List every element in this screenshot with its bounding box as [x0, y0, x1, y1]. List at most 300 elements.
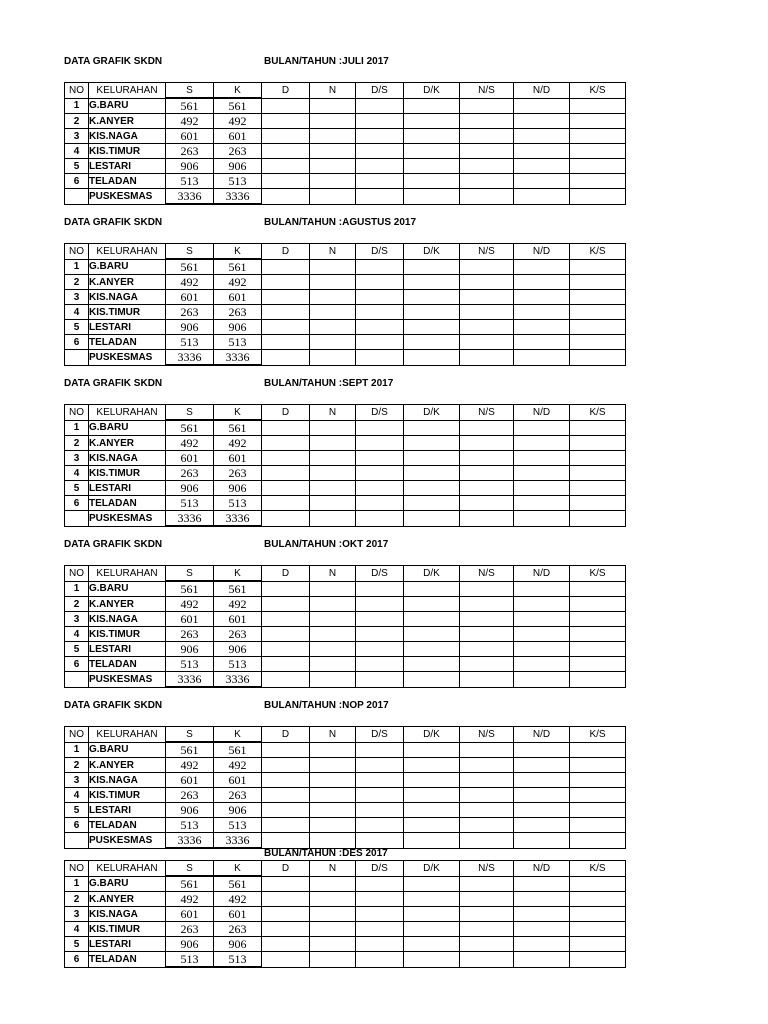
table-cell [356, 436, 404, 451]
table-cell: 906 [214, 481, 262, 496]
header-row [65, 244, 626, 260]
table-cell: 1 [65, 876, 89, 892]
table-cell [356, 773, 404, 788]
table-cell [356, 907, 404, 922]
table-cell: 3336 [166, 833, 214, 849]
table-cell [570, 597, 626, 612]
table-cell [310, 496, 356, 511]
table-cell [570, 922, 626, 937]
table-cell [514, 892, 570, 907]
table-cell: 3336 [166, 350, 214, 366]
column-header: S [166, 861, 214, 877]
table-cell [460, 773, 514, 788]
table-cell [514, 922, 570, 937]
table-cell [514, 657, 570, 672]
table-cell [514, 672, 570, 688]
table-cell [514, 773, 570, 788]
table-cell [514, 597, 570, 612]
table-cell [514, 907, 570, 922]
table-cell: 263 [166, 627, 214, 642]
column-header: K/S [570, 861, 626, 877]
table-cell: LESTARI [89, 481, 166, 496]
table-cell: 263 [214, 922, 262, 937]
table-cell [356, 937, 404, 952]
column-header: N/D [514, 861, 570, 877]
table-cell: 3336 [214, 350, 262, 366]
table-cell [570, 159, 626, 174]
table-cell: KIS.NAGA [89, 290, 166, 305]
table-row [65, 305, 626, 320]
table-cell [262, 174, 310, 189]
table-cell: 263 [214, 305, 262, 320]
table-row [65, 907, 626, 922]
table-cell [262, 876, 310, 892]
table-cell: 4 [65, 466, 89, 481]
column-header: N [310, 83, 356, 99]
column-header: S [166, 566, 214, 582]
table-cell: 492 [214, 275, 262, 290]
column-header: D [262, 566, 310, 582]
table-cell [262, 114, 310, 129]
table-cell: 3 [65, 612, 89, 627]
table-cell: 513 [166, 818, 214, 833]
table-cell [460, 159, 514, 174]
table-cell: 263 [214, 788, 262, 803]
column-header: D/S [356, 727, 404, 743]
table-cell [514, 952, 570, 968]
table-cell [404, 788, 460, 803]
table-cell [310, 290, 356, 305]
column-header: N [310, 727, 356, 743]
column-header: D/K [404, 83, 460, 99]
table-cell [570, 742, 626, 758]
table-cell [514, 833, 570, 849]
table-cell: KIS.TIMUR [89, 466, 166, 481]
table-cell: 513 [166, 335, 214, 350]
column-header: D/S [356, 405, 404, 421]
column-header: KELURAHAN [89, 727, 166, 743]
table-cell: 5 [65, 481, 89, 496]
table-cell [460, 144, 514, 159]
section-title: DATA GRAFIK SKDN [64, 539, 163, 550]
column-header: D/K [404, 727, 460, 743]
table-cell [262, 581, 310, 597]
total-row [65, 189, 626, 205]
table-cell [514, 174, 570, 189]
table-cell [356, 275, 404, 290]
table-cell [404, 350, 460, 366]
table-cell [460, 174, 514, 189]
table-cell: 513 [166, 174, 214, 189]
column-header: D/K [404, 861, 460, 877]
table-cell [356, 642, 404, 657]
table-cell: 263 [166, 305, 214, 320]
table-cell: TELADAN [89, 952, 166, 968]
table-cell [404, 420, 460, 436]
table-cell: K.ANYER [89, 114, 166, 129]
table-cell [262, 159, 310, 174]
table-cell [310, 597, 356, 612]
table-cell: 492 [166, 892, 214, 907]
table-cell [570, 612, 626, 627]
table-cell: G.BARU [89, 259, 166, 275]
table-cell [404, 98, 460, 114]
table-cell [514, 581, 570, 597]
table-cell [65, 833, 89, 849]
table-cell [514, 420, 570, 436]
table-cell: K.ANYER [89, 597, 166, 612]
table-cell [460, 788, 514, 803]
table-cell [570, 773, 626, 788]
table-cell [460, 952, 514, 968]
column-header: N/S [460, 83, 514, 99]
table-cell [514, 937, 570, 952]
table-cell: 2 [65, 275, 89, 290]
table-cell [310, 788, 356, 803]
table-cell [570, 788, 626, 803]
table-cell [310, 259, 356, 275]
table-cell [356, 259, 404, 275]
table-cell [356, 612, 404, 627]
table-row [65, 773, 626, 788]
table-cell: 492 [214, 114, 262, 129]
table-cell [310, 481, 356, 496]
table-cell [404, 511, 460, 527]
table-cell: 492 [166, 275, 214, 290]
table-cell [460, 627, 514, 642]
table-cell [404, 305, 460, 320]
table-cell: 3336 [166, 189, 214, 205]
table-cell: 561 [214, 581, 262, 597]
table-cell: 4 [65, 144, 89, 159]
table-cell: 4 [65, 788, 89, 803]
table-cell [514, 642, 570, 657]
table-cell [514, 803, 570, 818]
table-cell: 513 [166, 496, 214, 511]
table-cell [310, 742, 356, 758]
table-cell: 3336 [214, 189, 262, 205]
table-cell [262, 189, 310, 205]
column-header: N/S [460, 566, 514, 582]
table-cell [262, 98, 310, 114]
table-row [65, 466, 626, 481]
table-cell [310, 773, 356, 788]
table-cell [310, 159, 356, 174]
table-cell [404, 642, 460, 657]
column-header: NO [65, 727, 89, 743]
table-cell [570, 466, 626, 481]
table-cell [262, 481, 310, 496]
table-cell [460, 833, 514, 849]
section-period: BULAN/TAHUN :NOP 2017 [264, 700, 389, 711]
table-row [65, 98, 626, 114]
section-period: BULAN/TAHUN :JULI 2017 [264, 56, 389, 67]
column-header: K [214, 83, 262, 99]
column-header: D [262, 244, 310, 260]
column-header: NO [65, 566, 89, 582]
table-cell: LESTARI [89, 320, 166, 335]
table-cell [570, 627, 626, 642]
table-cell: 601 [166, 129, 214, 144]
table-cell: G.BARU [89, 742, 166, 758]
column-header: KELURAHAN [89, 405, 166, 421]
table-cell [460, 803, 514, 818]
table-cell [356, 788, 404, 803]
column-header: NO [65, 83, 89, 99]
table-cell [310, 335, 356, 350]
table-row [65, 481, 626, 496]
table-cell [570, 803, 626, 818]
table-cell: K.ANYER [89, 275, 166, 290]
table-cell [356, 952, 404, 968]
table-cell [514, 627, 570, 642]
table-cell [460, 189, 514, 205]
table-cell: PUSKESMAS [89, 350, 166, 366]
table-cell: 601 [166, 773, 214, 788]
table-cell [460, 420, 514, 436]
header-row [65, 727, 626, 743]
table-cell [262, 129, 310, 144]
table-cell [404, 496, 460, 511]
table-cell: 513 [214, 335, 262, 350]
table-cell [404, 174, 460, 189]
table-cell [460, 466, 514, 481]
table-cell [356, 320, 404, 335]
column-header: KELURAHAN [89, 83, 166, 99]
table-cell [460, 114, 514, 129]
table-cell: TELADAN [89, 657, 166, 672]
table-cell [514, 98, 570, 114]
table-cell [262, 922, 310, 937]
table-cell [262, 788, 310, 803]
table-row [65, 335, 626, 350]
header-row [65, 405, 626, 421]
table-cell [356, 496, 404, 511]
table-cell [570, 451, 626, 466]
table-cell: 3 [65, 773, 89, 788]
table-cell: 492 [166, 597, 214, 612]
table-cell [514, 320, 570, 335]
table-cell [262, 657, 310, 672]
table-cell [570, 758, 626, 773]
table-cell [570, 833, 626, 849]
table-cell: G.BARU [89, 420, 166, 436]
table-cell [310, 952, 356, 968]
table-cell: KIS.NAGA [89, 907, 166, 922]
table-cell [460, 937, 514, 952]
table-cell: 4 [65, 922, 89, 937]
table-cell [310, 907, 356, 922]
table-cell [310, 174, 356, 189]
table-cell: 5 [65, 159, 89, 174]
table-cell [310, 892, 356, 907]
table-row [65, 642, 626, 657]
table-row [65, 451, 626, 466]
skdn-table [64, 82, 626, 205]
table-cell [460, 320, 514, 335]
table-cell [404, 259, 460, 275]
column-header: KELURAHAN [89, 244, 166, 260]
table-cell [570, 907, 626, 922]
table-cell: TELADAN [89, 174, 166, 189]
table-row [65, 320, 626, 335]
table-row [65, 952, 626, 968]
table-cell: 3336 [214, 672, 262, 688]
table-cell [262, 290, 310, 305]
table-cell: 906 [214, 803, 262, 818]
column-header: N/D [514, 244, 570, 260]
table-cell: 1 [65, 581, 89, 597]
table-cell: 2 [65, 114, 89, 129]
column-header: N [310, 405, 356, 421]
column-header: NO [65, 405, 89, 421]
column-header: N/S [460, 405, 514, 421]
table-cell [310, 144, 356, 159]
table-cell: TELADAN [89, 335, 166, 350]
table-cell: 906 [166, 159, 214, 174]
table-cell [570, 481, 626, 496]
table-cell [514, 451, 570, 466]
table-cell [310, 642, 356, 657]
table-cell [356, 892, 404, 907]
table-cell [570, 114, 626, 129]
table-cell: 601 [214, 773, 262, 788]
column-header: D [262, 83, 310, 99]
table-cell [356, 581, 404, 597]
table-cell [570, 581, 626, 597]
table-cell [404, 275, 460, 290]
table-cell [570, 305, 626, 320]
table-cell [404, 290, 460, 305]
table-cell [356, 305, 404, 320]
table-cell: 561 [166, 581, 214, 597]
column-header: K/S [570, 83, 626, 99]
table-cell: 6 [65, 657, 89, 672]
column-header: N/D [514, 83, 570, 99]
table-cell [514, 876, 570, 892]
column-header: NO [65, 244, 89, 260]
table-cell: 492 [166, 758, 214, 773]
table-cell [310, 114, 356, 129]
table-cell [404, 803, 460, 818]
table-cell: LESTARI [89, 937, 166, 952]
table-cell [310, 612, 356, 627]
table-cell: 3336 [214, 833, 262, 849]
table-cell: KIS.NAGA [89, 129, 166, 144]
table-cell [65, 189, 89, 205]
table-cell [310, 420, 356, 436]
table-cell [356, 833, 404, 849]
column-header: N/S [460, 861, 514, 877]
table-cell: 906 [166, 481, 214, 496]
table-cell: 513 [214, 657, 262, 672]
table-cell: 5 [65, 320, 89, 335]
table-cell [310, 672, 356, 688]
table-cell [514, 788, 570, 803]
table-cell: 5 [65, 803, 89, 818]
total-row [65, 672, 626, 688]
table-cell: TELADAN [89, 818, 166, 833]
table-cell [262, 436, 310, 451]
section-title: DATA GRAFIK SKDN [64, 56, 163, 67]
table-row [65, 788, 626, 803]
table-cell [310, 350, 356, 366]
table-cell: 561 [214, 420, 262, 436]
table-row [65, 803, 626, 818]
table-cell [570, 657, 626, 672]
table-cell [570, 876, 626, 892]
table-cell [570, 275, 626, 290]
table-cell: 2 [65, 758, 89, 773]
table-cell: 561 [214, 98, 262, 114]
table-cell [310, 833, 356, 849]
table-row [65, 922, 626, 937]
table-cell [404, 657, 460, 672]
table-cell [262, 642, 310, 657]
table-cell [460, 436, 514, 451]
table-cell: KIS.TIMUR [89, 305, 166, 320]
table-cell [356, 922, 404, 937]
table-cell: KIS.TIMUR [89, 922, 166, 937]
table-cell [356, 114, 404, 129]
table-cell [570, 672, 626, 688]
table-row [65, 627, 626, 642]
table-cell [356, 672, 404, 688]
table-cell: 492 [166, 436, 214, 451]
table-cell: 601 [214, 451, 262, 466]
table-cell [356, 803, 404, 818]
table-cell [460, 290, 514, 305]
table-cell: LESTARI [89, 803, 166, 818]
table-cell [356, 290, 404, 305]
table-row [65, 742, 626, 758]
table-cell [460, 612, 514, 627]
table-cell [310, 937, 356, 952]
table-cell: KIS.TIMUR [89, 627, 166, 642]
table-cell [460, 818, 514, 833]
table-cell [356, 174, 404, 189]
table-cell: 513 [214, 174, 262, 189]
table-cell: 6 [65, 496, 89, 511]
table-cell: 561 [214, 876, 262, 892]
table-cell [356, 129, 404, 144]
table-cell [262, 420, 310, 436]
table-cell [262, 818, 310, 833]
table-cell: 492 [214, 892, 262, 907]
column-header: K/S [570, 244, 626, 260]
table-cell [262, 259, 310, 275]
table-cell [262, 511, 310, 527]
table-cell: PUSKESMAS [89, 189, 166, 205]
table-cell: 906 [214, 320, 262, 335]
total-row [65, 833, 626, 849]
table-cell [262, 952, 310, 968]
table-cell: 561 [166, 259, 214, 275]
table-cell: 2 [65, 892, 89, 907]
table-row [65, 436, 626, 451]
table-cell [404, 320, 460, 335]
table-cell: 1 [65, 420, 89, 436]
table-cell [570, 892, 626, 907]
table-cell [460, 335, 514, 350]
table-cell [356, 758, 404, 773]
table-cell: 601 [214, 290, 262, 305]
column-header: K/S [570, 405, 626, 421]
table-cell: G.BARU [89, 876, 166, 892]
table-cell [570, 290, 626, 305]
section-title: DATA GRAFIK SKDN [64, 217, 163, 228]
table-cell [262, 833, 310, 849]
